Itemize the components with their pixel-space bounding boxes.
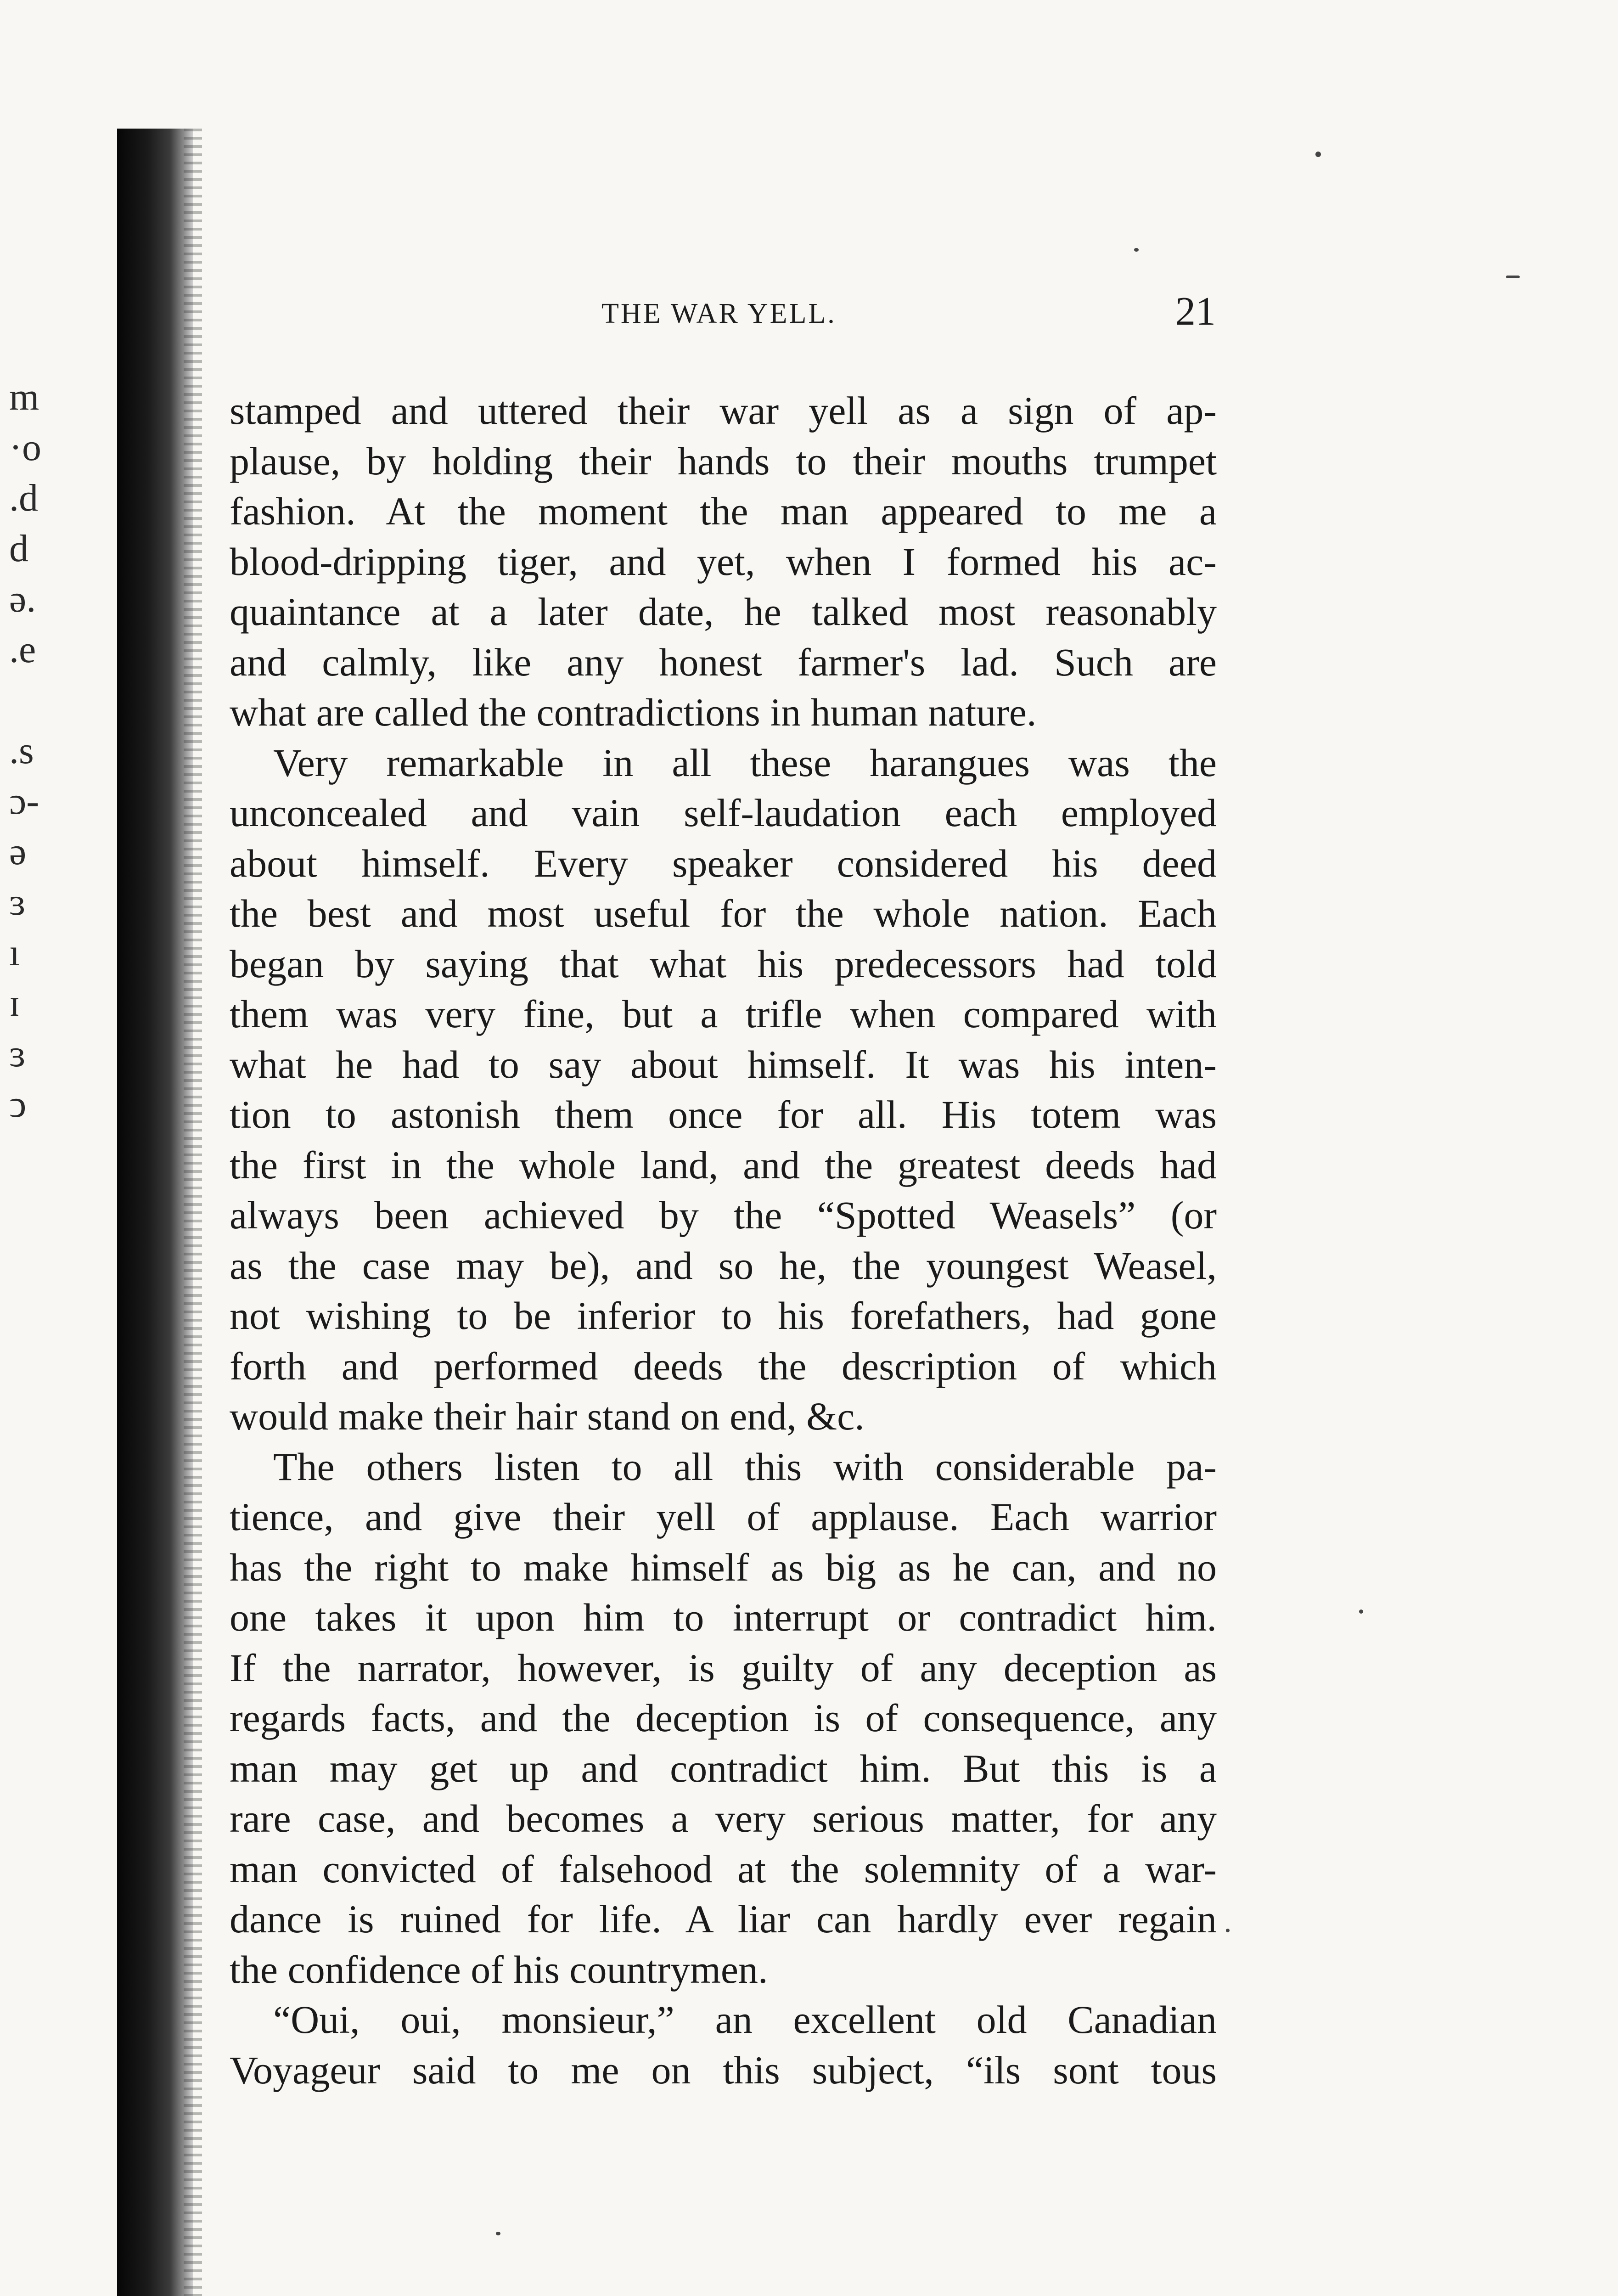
- page-number: 21: [1175, 289, 1216, 334]
- text-line: would make their hair stand on end, &c.: [230, 1394, 865, 1438]
- scan-speck: [496, 2232, 500, 2235]
- facing-page-fragment: .d: [9, 477, 38, 519]
- text-line: fashion. At the moment the man appeared to me a: [230, 489, 1217, 533]
- facing-page-fragment: ɔ-: [9, 780, 39, 822]
- text-line: always been achieved by the “Spotted Weasels” (or: [230, 1193, 1217, 1237]
- text-line: not wishing to be inferior to his forefathers, had gone: [230, 1294, 1217, 1338]
- text-line: the first in the whole land, and the greatest deeds had: [230, 1142, 1217, 1187]
- scan-speck: [1226, 1929, 1230, 1932]
- facing-page-fragment: ↄ: [9, 1083, 27, 1125]
- text-line: tience, and give their yell of applause. Each warrior: [230, 1495, 1217, 1539]
- binding-gutter: [117, 129, 193, 2296]
- scan-speck: [1134, 248, 1139, 252]
- facing-page-fragment: m: [9, 376, 39, 418]
- text-line: regards facts, and the deception is of consequence, any: [230, 1696, 1217, 1740]
- text-line: Voyageur said to me on this subject, “ils sont tous: [230, 2048, 1217, 2092]
- text-line: about himself. Every speaker considered his deed: [230, 841, 1217, 885]
- facing-page-fragment: ə.: [9, 578, 36, 620]
- text-line: stamped and uttered their war yell as a sign of ap-: [230, 388, 1217, 433]
- facing-page-fragments: [9, 372, 83, 1130]
- text-line: what he had to say about himself. It was his inten-: [230, 1042, 1217, 1086]
- text-line: “Oui, oui, monsieur,” an excellent old Canadian: [273, 1998, 1217, 2042]
- facing-page-fragment: .s: [9, 729, 34, 772]
- scan-speck: [1359, 1609, 1363, 1614]
- text-line: plause, by holding their hands to their mouths trumpet: [230, 439, 1217, 483]
- text-line: dance is ruined for life. A liar can hardly ever regain: [230, 1897, 1217, 1941]
- text-line: rare case, and becomes a very serious matter, for any: [230, 1796, 1217, 1840]
- text-line: quaintance at a later date, he talked most reasonably: [230, 590, 1217, 634]
- text-line: The others listen to all this with considerable pa-: [273, 1444, 1217, 1489]
- text-line: If the narrator, however, is guilty of any deception as: [230, 1645, 1217, 1690]
- text-line: them was very fine, but a trifle when compared with: [230, 992, 1217, 1036]
- text-line: the best and most useful for the whole nation. Each: [230, 891, 1217, 935]
- facing-page-fragment: [9, 675, 83, 726]
- body-text: [230, 386, 1217, 2095]
- text-line: tion to astonish them once for all. His totem was: [230, 1092, 1217, 1137]
- facing-page-fragment: ə: [9, 830, 27, 873]
- text-line: Very remarkable in all these harangues was the: [273, 740, 1217, 785]
- text-line: the confidence of his countrymen.: [230, 1947, 768, 1992]
- facing-page-fragment: ɜ: [9, 1032, 26, 1075]
- running-header: THE WAR YELL.: [601, 298, 837, 329]
- text-line: man may get up and contradict him. But this is a: [230, 1746, 1217, 1790]
- text-line: as the case may be), and so he, the youngest Weasel,: [230, 1243, 1217, 1288]
- facing-page-fragment: d: [9, 527, 28, 570]
- text-line: one takes it upon him to interrupt or contradict him.: [230, 1595, 1217, 1639]
- text-line: unconcealed and vain self-laudation each employed: [230, 791, 1217, 835]
- text-line: began by saying that what his predecessors had told: [230, 941, 1217, 986]
- scan-speck: [1315, 152, 1321, 157]
- text-line: what are called the contradictions in human nature.: [230, 690, 1037, 734]
- text-line: man convicted of falsehood at the solemnity of a war-: [230, 1846, 1217, 1891]
- scan-speck: [1506, 276, 1520, 278]
- text-line: has the right to make himself as big as he can, and no: [230, 1545, 1217, 1589]
- facing-page-fragment: ı: [9, 931, 20, 974]
- facing-page-fragment: .e: [9, 628, 36, 671]
- text-line: and calmly, like any honest farmer's lad. Such are: [230, 640, 1217, 684]
- text-line: forth and performed deeds the description of which: [230, 1344, 1217, 1388]
- facing-page-fragment: ·o: [9, 426, 41, 469]
- text-line: blood-dripping tiger, and yet, when I formed his ac-: [230, 539, 1217, 584]
- facing-page-fragment: ɜ: [9, 881, 26, 923]
- binding-gutter-edge: [184, 129, 202, 2296]
- facing-page-fragment: ɪ: [9, 982, 20, 1024]
